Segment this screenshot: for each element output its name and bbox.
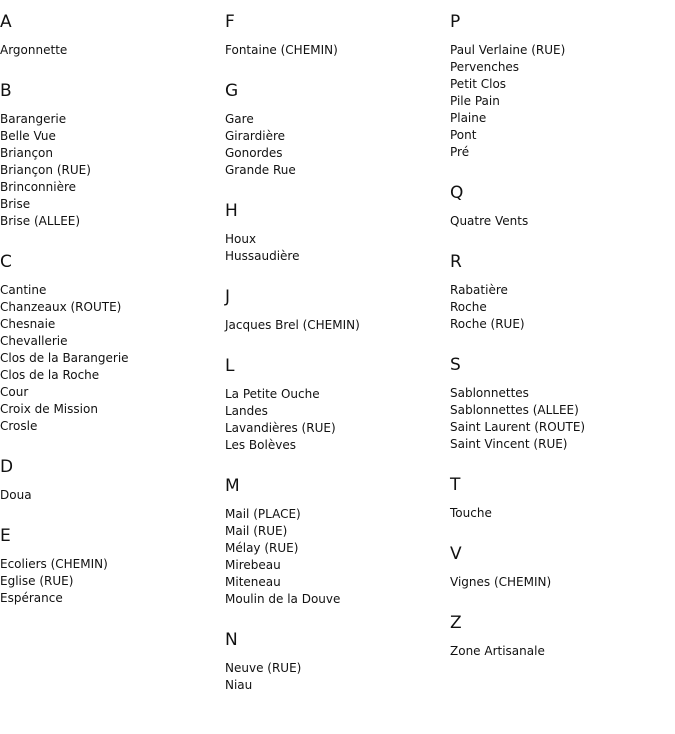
street-link[interactable]: Les Bolèves [225,438,296,452]
letter-group-h [225,200,445,265]
letter-heading: T [450,475,461,495]
street-link[interactable]: Chanzeaux (ROUTE) [0,300,122,314]
street-link[interactable]: Briançon (RUE) [0,163,91,177]
street-list [225,231,445,265]
street-link[interactable]: Sablonnettes [450,386,529,400]
street-link[interactable]: Niau [225,678,253,692]
letter-group-n [225,629,445,694]
letter-group-t [450,474,670,522]
letter-group-m [225,475,445,608]
street-link[interactable]: Grande Rue [225,163,296,177]
street-link[interactable]: Quatre Vents [450,214,529,228]
letter-heading: E [0,526,11,546]
street-list [225,317,445,334]
street-link[interactable]: Espérance [0,591,63,605]
street-link[interactable]: Gonordes [225,146,283,160]
street-link[interactable]: Pervenches [450,60,520,74]
street-link[interactable]: Pile Pain [450,94,500,108]
street-link[interactable]: Brise (ALLEE) [0,214,81,228]
street-list [450,385,670,453]
street-link[interactable]: Cantine [0,283,47,297]
street-link[interactable]: Jacques Brel (CHEMIN) [225,318,360,332]
letter-heading: A [0,12,12,32]
street-list [225,660,445,694]
letter-heading: L [225,356,235,376]
letter-group-d [0,456,220,504]
letter-heading: B [0,81,12,101]
street-link[interactable]: Chevallerie [0,334,68,348]
letter-group-v [450,543,670,591]
letter-heading: F [225,12,235,32]
street-link[interactable]: Mélay (RUE) [225,541,299,555]
street-list [225,506,445,608]
street-list [0,556,220,607]
letter-group-g [225,80,445,179]
street-link[interactable]: Moulin de la Douve [225,592,341,606]
street-list [450,643,670,660]
street-link[interactable]: Sablonnettes (ALLEE) [450,403,579,417]
street-link[interactable]: Pont [450,128,477,142]
street-link[interactable]: Saint Vincent (RUE) [450,437,568,451]
street-link[interactable]: Pré [450,145,470,159]
street-link[interactable]: Mail (PLACE) [225,507,301,521]
street-list [450,42,670,161]
letter-heading: M [225,476,240,496]
street-list [225,386,445,454]
letter-heading: Q [450,183,464,203]
street-link[interactable]: Argonnette [0,43,68,57]
street-link[interactable]: Clos de la Roche [0,368,100,382]
street-link[interactable]: Cour [0,385,29,399]
street-link[interactable]: Vignes (CHEMIN) [450,575,552,589]
street-link[interactable]: Briançon [0,146,54,160]
letter-heading: P [450,12,461,32]
street-link[interactable]: Plaine [450,111,487,125]
street-link[interactable]: Roche (RUE) [450,317,525,331]
street-link[interactable]: Paul Verlaine (RUE) [450,43,566,57]
street-link[interactable]: Houx [225,232,257,246]
street-list [450,574,670,591]
letter-group-f [225,11,445,59]
street-link[interactable]: Roche [450,300,487,314]
street-link[interactable]: Zone Artisanale [450,644,545,658]
street-link[interactable]: Fontaine (CHEMIN) [225,43,338,57]
street-list [450,505,670,522]
letter-heading: S [450,355,461,375]
street-link[interactable]: Lavandières (RUE) [225,421,336,435]
index-column [0,11,220,628]
letter-group-r [450,251,670,333]
street-link[interactable]: Landes [225,404,268,418]
index-column [225,11,445,715]
street-link[interactable]: Eglise (RUE) [0,574,74,588]
street-list [225,42,445,59]
street-link[interactable]: Chesnaie [0,317,56,331]
street-link[interactable]: Clos de la Barangerie [0,351,129,365]
street-link[interactable]: Petit Clos [450,77,507,91]
street-link[interactable]: Brise [0,197,31,211]
street-link[interactable]: Girardière [225,129,286,143]
street-link[interactable]: Neuve (RUE) [225,661,302,675]
letter-group-j [225,286,445,334]
letter-group-p [450,11,670,161]
letter-heading: Z [450,613,462,633]
street-link[interactable]: Mirebeau [225,558,281,572]
street-link[interactable]: Saint Laurent (ROUTE) [450,420,586,434]
letter-group-l [225,355,445,454]
street-link[interactable]: Croix de Mission [0,402,98,416]
letter-heading: R [450,252,462,272]
street-link[interactable]: Crosle [0,419,38,433]
street-link[interactable]: Ecoliers (CHEMIN) [0,557,108,571]
letter-heading: V [450,544,462,564]
street-link[interactable]: Miteneau [225,575,281,589]
letter-heading: N [225,630,238,650]
street-list [450,213,670,230]
letter-heading: D [0,457,14,477]
street-list [225,111,445,179]
street-link[interactable]: Gare [225,112,254,126]
street-link[interactable]: Hussaudière [225,249,300,263]
letter-group-z [450,612,670,660]
street-list [0,487,220,504]
letter-group-a [0,11,220,59]
letter-heading: C [0,252,12,272]
index-column [450,11,670,681]
street-link[interactable]: Belle Vue [0,129,56,143]
street-link[interactable]: Touche [450,506,492,520]
letter-heading: J [225,287,231,307]
street-link[interactable]: Doua [0,488,32,502]
street-link[interactable]: La Petite Ouche [225,387,320,401]
street-list [0,42,220,59]
street-link[interactable]: Brinconnière [0,180,77,194]
letter-group-q [450,182,670,230]
letter-group-s [450,354,670,453]
street-list [0,282,220,435]
street-list [450,282,670,333]
letter-group-b [0,80,220,230]
letter-heading: G [225,81,239,101]
street-link[interactable]: Barangerie [0,112,67,126]
street-list [0,111,220,230]
letter-group-c [0,251,220,435]
street-link[interactable]: Rabatière [450,283,508,297]
letter-group-e [0,525,220,607]
letter-heading: H [225,201,238,221]
street-link[interactable]: Mail (RUE) [225,524,288,538]
